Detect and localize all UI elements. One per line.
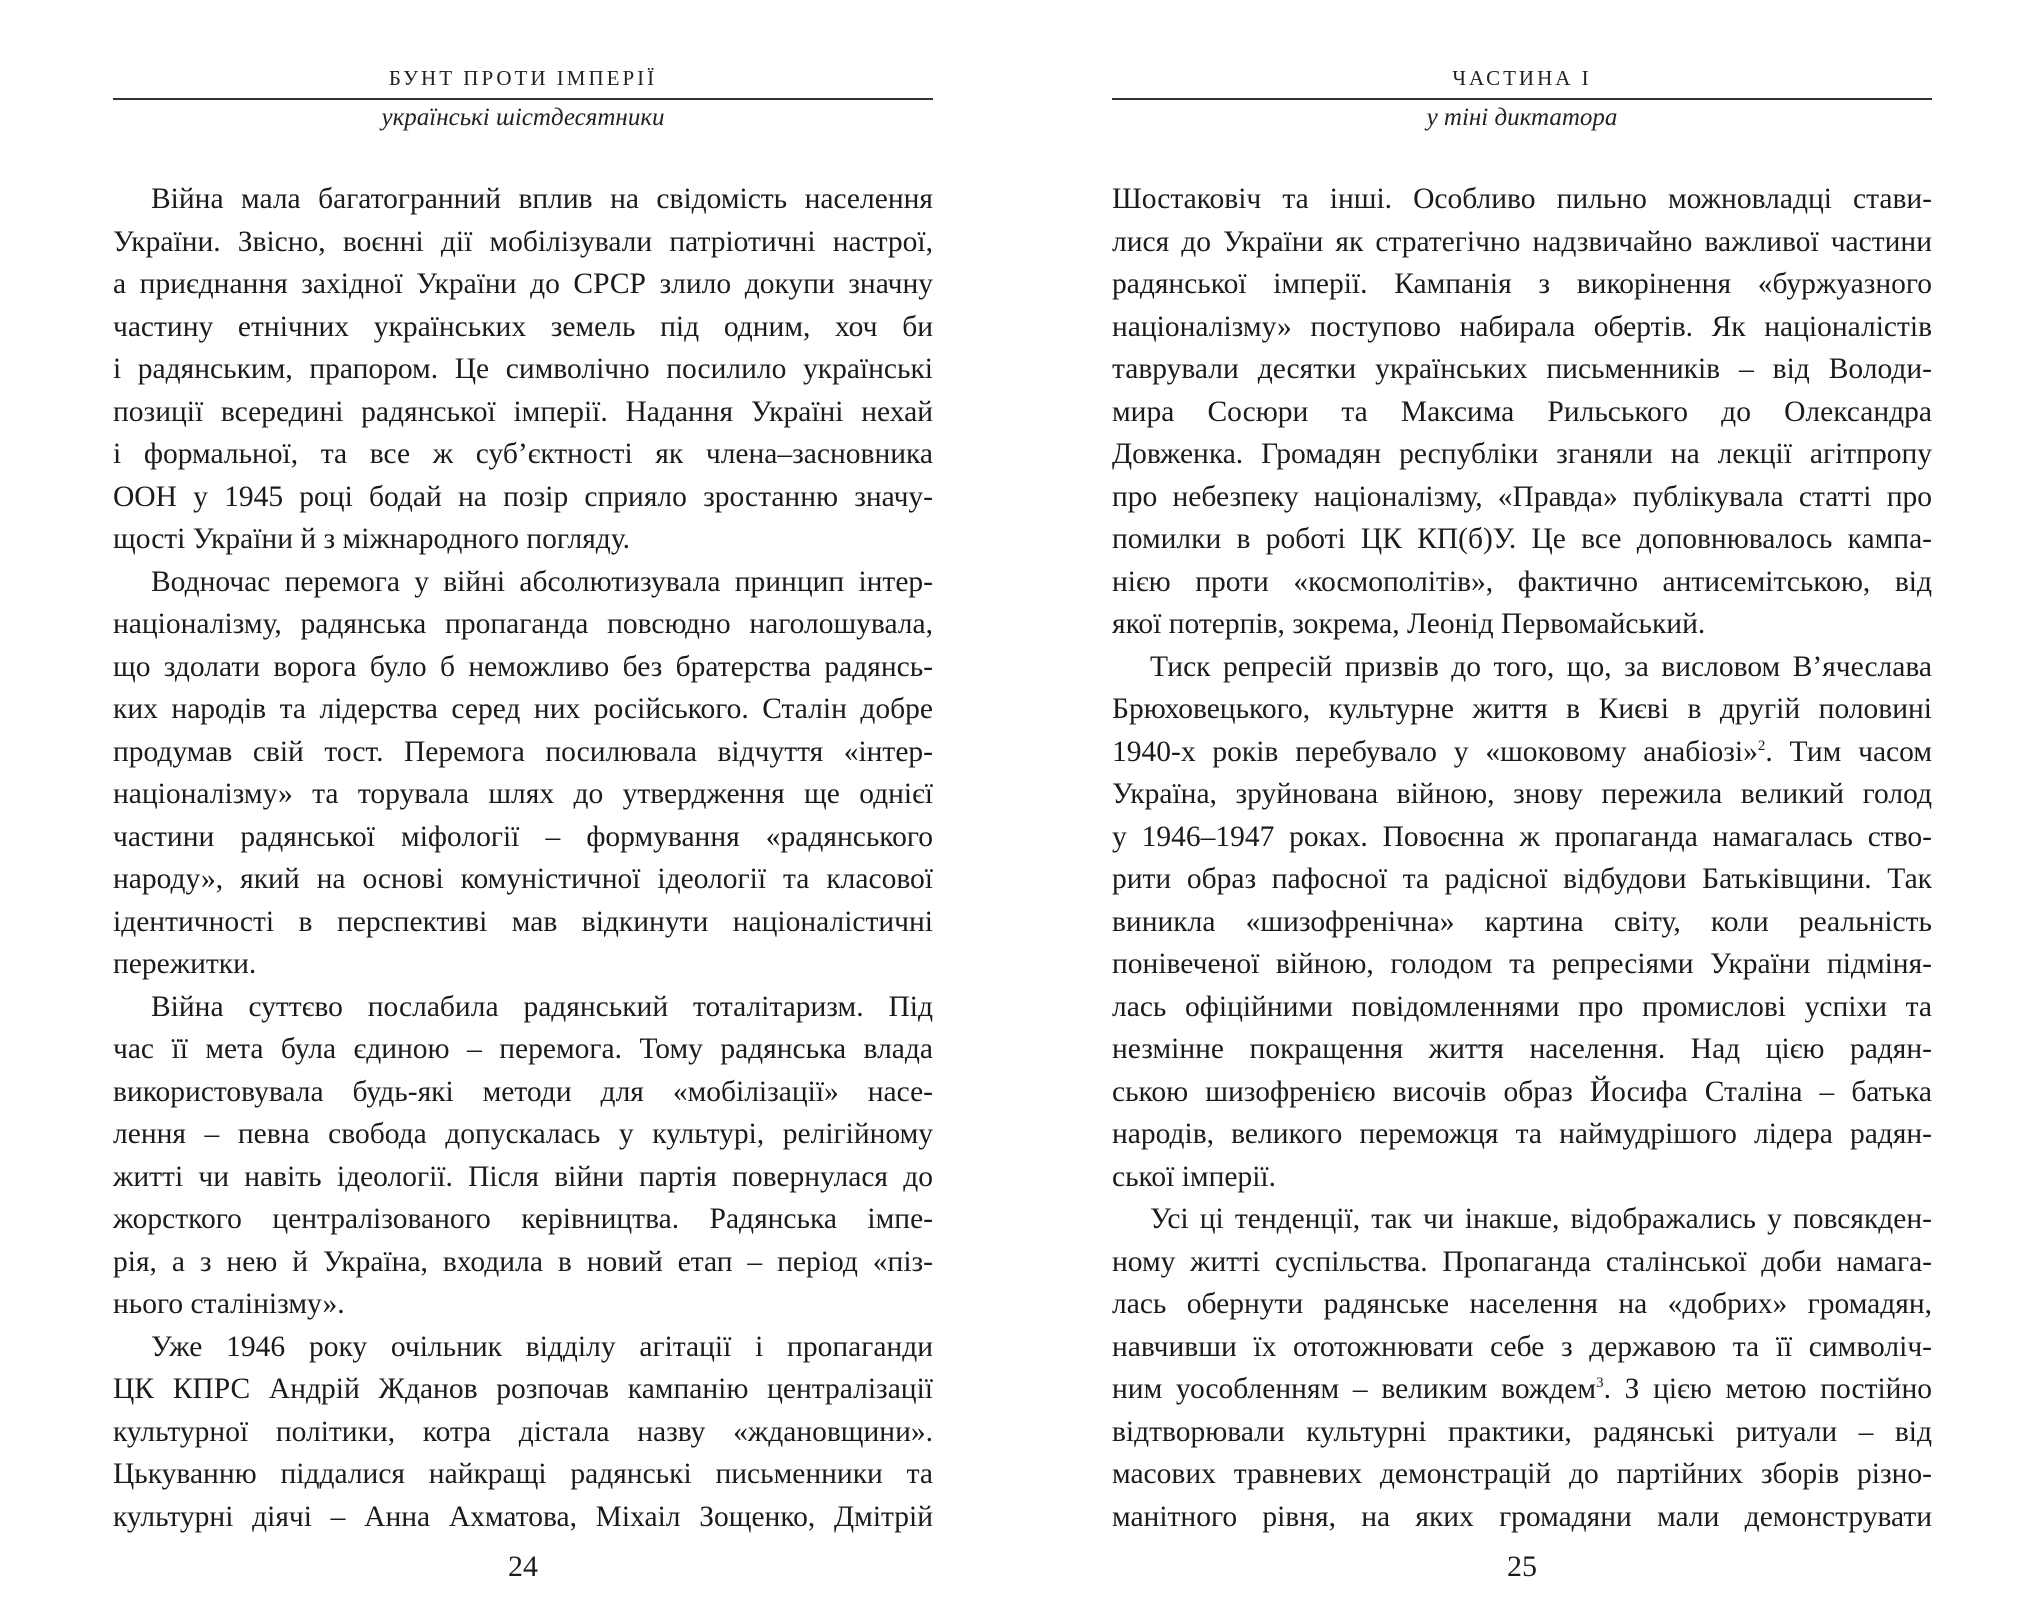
text-line: частину етнічних українських земель під одним, хоч би [113, 310, 933, 343]
text-line: культурної політики, котра дістала назву «ждановщини». [113, 1415, 933, 1448]
text-line: що здолати ворога було б неможливо без братерства радянсь- [113, 650, 933, 683]
section-title: українські шістдесятники [381, 104, 665, 131]
footnote-marker[interactable]: 2 [1757, 737, 1766, 754]
section-title: у тіні диктатора [1426, 104, 1618, 131]
text-line: лась обернути радянське населення на «добрих» громадян, [1112, 1288, 1932, 1320]
text-line: навчивши їх ототожнювати себе з державою та її символіч- [1112, 1330, 1932, 1363]
text-line: Брюховецького, культурне життя в Києві в другій половині [1112, 693, 1932, 725]
text-line: ЦК КПРС Андрій Жданов розпочав кампанію централізації [113, 1373, 933, 1405]
right-page [1112, 0, 1932, 1624]
text-line: час її мета була єдиною – перемога. Тому радянська влада [113, 1033, 933, 1065]
text-line: таврували десятки українських письменників – від Володи- [1112, 353, 1932, 385]
text-line: у 1946–1947 роках. Повоєнна ж пропаганда намагалась ство- [1112, 820, 1932, 853]
text-line: якої потерпів, зокрема, Леонід Первомайський. [1112, 608, 1706, 640]
page-number: 25 [1507, 1550, 1537, 1583]
text-line: і формальної, та все ж суб’єктності як члена–засновника [113, 438, 933, 470]
text-line: виникла «шизофренічна» картина світу, коли реальність [1112, 905, 1932, 938]
running-title: ЧАСТИНА І [1452, 66, 1592, 90]
text-line: незмінне покращення життя населення. Над цією радян- [1112, 1033, 1932, 1065]
text-line: Війна суттєво послабила радянський тоталітаризм. Під [151, 990, 933, 1023]
text-line: націоналізму» та торувала шлях до утвердження ще однієї [113, 778, 933, 810]
text-line: манітного рівня, на яких громадяни мали демонструвати [1112, 1500, 1932, 1533]
text-line: відтворювали культурні практики, радянські ритуали – від [1112, 1415, 1932, 1448]
text-line: лення – певна свобода допускалась у культурі, релігійному [113, 1118, 933, 1150]
text-line: лась офіційними повідомленнями про промислові успіхи та [1112, 990, 1932, 1023]
text-line: і радянським, прапором. Це символічно посилило українські [113, 353, 933, 385]
text-line: націоналізму» поступово набирала обертів. Як націоналістів [1112, 310, 1932, 343]
text-line: Тиск репресій призвів до того, що, за висловом В’ячеслава [1150, 650, 1932, 683]
page-number: 24 [508, 1550, 538, 1583]
text-line: понівеченої війною, голодом та репресіями України підміня- [1112, 948, 1932, 980]
running-title: БУНТ ПРОТИ ІМПЕРІЇ [388, 66, 658, 90]
text-line: народу», який на основі комуністичної ідеології та класової [113, 863, 933, 895]
body-text [1112, 178, 1932, 1538]
text-line: про небезпеку націоналізму, «Правда» публікувала статті про [1112, 480, 1932, 513]
text-line: частини радянської міфології – формування «радянського [113, 820, 933, 853]
text-line: ською шизофренією височів образ Йосифа Сталіна – батька [1112, 1075, 1932, 1108]
text-line: культурні діячі – Анна Ахматова, Міхаіл Зощенко, Дмітрій [113, 1500, 933, 1533]
text-line: України. Звісно, воєнні дії мобілізували патріотичні настрої, [113, 225, 933, 258]
header-rule [1112, 98, 1932, 100]
text-line: використовувала будь-які методи для «мобілізації» насе- [113, 1075, 933, 1108]
text-line: продумав свій тост. Перемога посилювала відчуття «інтер- [113, 735, 933, 768]
left-page [113, 0, 933, 1624]
text-line: ких народів та лідерства серед них російського. Сталін добре [113, 693, 933, 725]
text-line: жорсткого централізованого керівництва. Радянська імпе- [113, 1203, 933, 1235]
text-line: рія, а з нею й Україна, входила в новий етап – період «піз- [113, 1245, 933, 1278]
text-line: масових травневих демонстрацій до партійних зборів різно- [1112, 1458, 1932, 1490]
text-line: мира Сосюри та Максима Рильського до Олександра [1112, 395, 1932, 428]
text-line: Усі ці тенденції, так чи інакше, відображались у повсякден- [1150, 1203, 1932, 1235]
text-line: 1940-х років перебувало у «шоковому анабіозі»$^2$. Тим часом [1112, 735, 1933, 768]
text-line: рити образ пафосної та радісної відбудови Батьківщини. Так [1112, 863, 1932, 895]
text-line: ської імперії. [1112, 1160, 1276, 1193]
text-line: а приєднання західної України до СРСР злило докупи значну [113, 268, 933, 300]
text-line: Шостаковіч та інші. Особливо пильно можновладці стави- [1112, 183, 1932, 215]
text-line: ному житті суспільства. Пропаганда сталінської доби намага- [1112, 1245, 1932, 1278]
text-line: житті чи навіть ідеології. Після війни партія повернулася до [113, 1160, 933, 1193]
footnote-marker[interactable]: 3 [1596, 1375, 1604, 1392]
text-line: лися до України як стратегічно надзвичайно важливої частини [1112, 225, 1932, 258]
body-text [113, 178, 933, 1538]
text-line: Україна, зруйнована війною, знову пережила великий голод [1112, 778, 1932, 810]
text-line: помилки в роботі ЦК КП(б)У. Це все доповнювалось кампа- [1112, 523, 1932, 555]
text-line: Уже 1946 року очільник відділу агітації і пропаганди [151, 1330, 933, 1363]
text-line: позиції всередині радянської імперії. Надання Україні нехай [113, 395, 933, 428]
text-line: Війна мала багатогранний вплив на свідомість населення [151, 183, 933, 215]
text-line: нього сталінізму». [113, 1288, 345, 1320]
text-line: радянської імперії. Кампанія з викорінення «буржуазного [1112, 268, 1932, 300]
text-line: Довженка. Громадян республіки зганяли на лекції агітпропу [1112, 438, 1932, 470]
text-line: Цькуванню піддалися найкращі радянські письменники та [113, 1458, 933, 1490]
text-line: ним уособленням – великим вождем$^3$. З цією метою постійно [1112, 1373, 1933, 1405]
text-line: націоналізму, радянська пропаганда повсюдно наголошувала, [113, 608, 933, 640]
text-line: ідентичності в перспективі мав відкинути націоналістичні [113, 905, 933, 938]
text-line: щості України й з міжнародного погляду. [113, 523, 630, 555]
text-line: пережитки. [113, 948, 257, 980]
header-rule [113, 98, 933, 100]
text-line: Водночас перемога у війні абсолютизувала принцип інтер- [151, 565, 933, 598]
text-line: народів, великого переможця та наймудрішого лідера радян- [1112, 1118, 1932, 1150]
text-line: ООН у 1945 році бодай на позір сприяло зростанню значу- [113, 480, 933, 513]
text-line: нією проти «космополітів», фактично антисемітською, від [1112, 565, 1932, 598]
